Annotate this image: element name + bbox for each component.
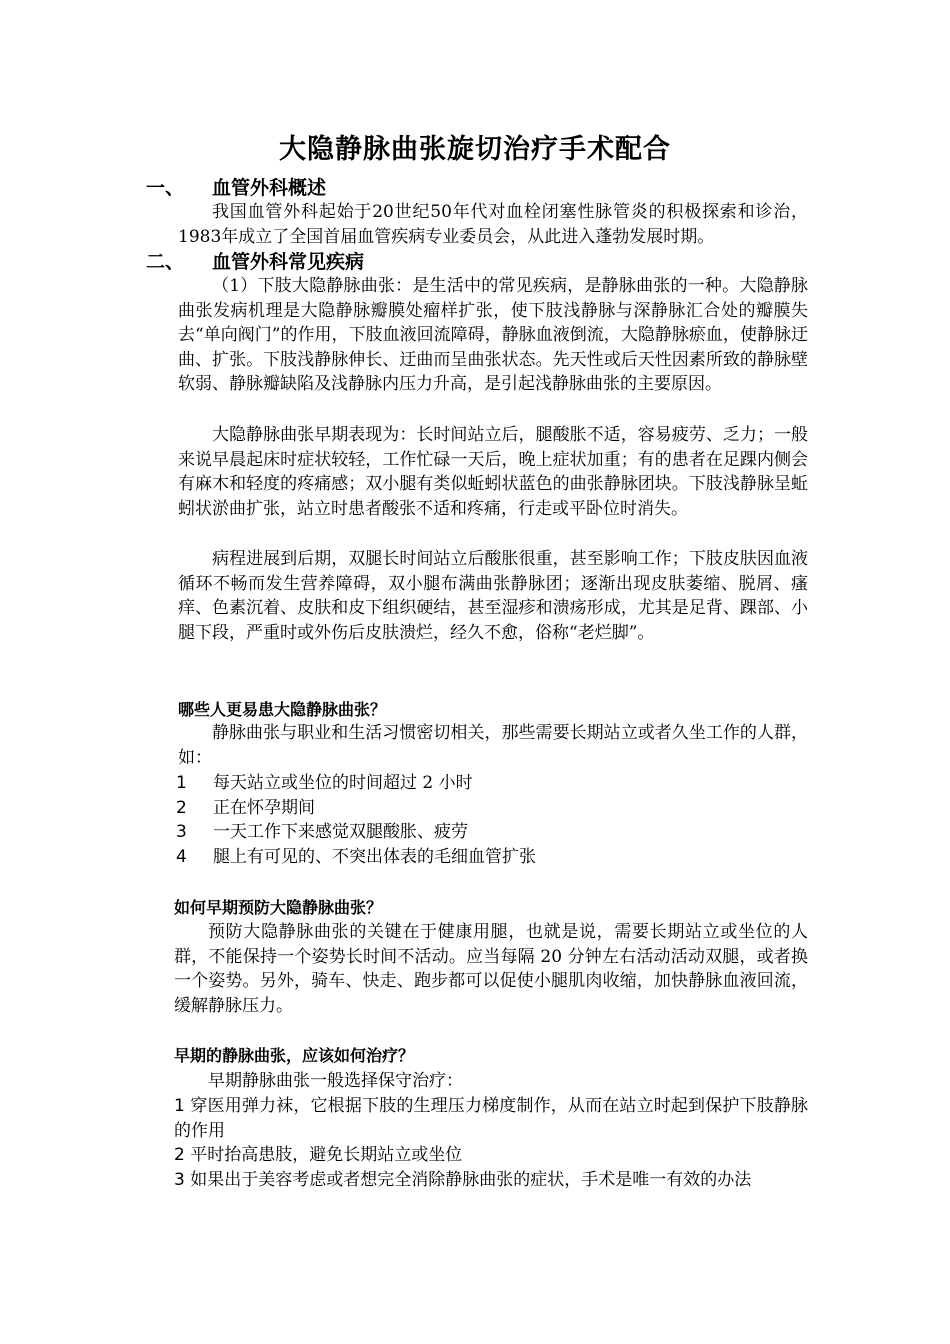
treat-item-3 [174,1168,808,1193]
list-item [176,845,536,870]
list-text: 腿上有可见的、不突出体表的毛细血管扩张 [213,846,536,867]
disease-paragraph-definition: （1）下肢大隐静脉曲张：是生活中的常见疾病，是静脉曲张的一种。大隐静脉曲张发病机理是大隐静脉瓣膜处瘤样扩张，使下肢浅静脉与深静脉汇合处的瓣膜失去“单向阀门”的作用，下肢血液回流障碍，静脉血液倒流，大隐静脉瘀血，使静脉迂曲、扩张。下肢浅静脉伸长、迂曲而呈曲张状态。先天性或后天性因素所致的静脉壁软弱、静脉瓣缺陷及浅静脉内压力升高，是引起浅静脉曲张的主要原因。 [178,276,808,395]
subheading-treat: 早期的静脉曲张，应该如何治疗？ [174,1046,415,1065]
section-heading-diseases [146,249,364,275]
subheading-prevent: 如何早期预防大隐静脉曲张？ [174,898,383,917]
who-intro-paragraph: 静脉曲张与职业和生活习惯密切相关，那些需要长期站立或者久坐工作的人群，如： [178,723,808,768]
list-item [176,820,536,845]
risk-group-list [176,771,536,869]
section-label: 血管外科常见疾病 [212,251,365,273]
section-number: 二、 [146,251,185,273]
treat-item-2 [174,1143,808,1168]
section-heading-overview [146,175,326,201]
subheading-who: 哪些人更易患大隐静脉曲张？ [178,700,387,719]
list-number: 2 [176,797,187,818]
list-number: 3 [176,822,187,843]
section-number: 一、 [146,177,185,199]
section-label: 血管外科概述 [212,177,327,199]
list-text: 穿医用弹力袜，它根据下肢的生理压力梯度制作，从而在站立时起到保护下肢静脉的作用 [174,1096,809,1141]
page-title: 大隐静脉曲张旋切治疗手术配合 [279,134,671,165]
list-text: 每天站立或坐位的时间超过 2 小时 [213,773,473,793]
list-item [176,796,536,821]
list-text: 一天工作下来感觉双腿酸胀、疲劳 [213,822,468,843]
prevent-paragraph: 预防大隐静脉曲张的关键在于健康用腿，也就是说，需要长期站立或坐位的人群，不能保持一个姿势长时间不活动。应当每隔 20 分钟左右活动活动双腿，或者换一个姿势。另外，骑车、快走、跑步都可以促使小腿肌肉收缩，加快静脉血液回流，缓解静脉压力。 [174,922,808,1016]
disease-paragraph-early-symptoms: 大隐静脉曲张早期表现为：长时间站立后，腿酸胀不适，容易疲劳、乏力；一般来说早晨起床时症状较轻，工作忙碌一天后，晚上症状加重；有的患者在足踝内侧会有麻木和轻度的疼痛感；双小腿有类似蚯蚓状蓝色的曲张静脉团块。下肢浅静脉呈蚯蚓状淤曲扩张，站立时患者酸张不适和疼痛，行走或平卧位时消失。 [178,425,808,519]
list-text: 正在怀孕期间 [213,797,315,818]
list-item [176,771,536,796]
overview-paragraph: 我国血管外科起始于20世纪50年代对血栓闭塞性脉管炎的积极探索和诊治，1983年成立了全国首届血管疾病专业委员会，从此进入蓬勃发展时期。 [178,202,808,247]
list-number: 2 [174,1145,185,1165]
list-number: 4 [176,846,187,867]
list-text: 平时抬高患肢，避免长期站立或坐位 [190,1145,463,1165]
list-number: 1 [174,1096,185,1116]
disease-paragraph-late-stage: 病程进展到后期，双腿长时间站立后酸胀很重，甚至影响工作；下肢皮肤因血液循环不畅而发生营养障碍，双小腿布满曲张静脉团；逐渐出现皮肤萎缩、脱屑、瘙痒、色素沉着、皮肤和皮下组织硬结，甚至湿疹和溃疡形成，尤其是足背、踝部、小腿下段，严重时或外伤后皮肤溃烂，经久不愈，俗称“老烂脚”。 [178,549,808,643]
treat-intro-paragraph: 早期静脉曲张一般选择保守治疗： [208,1071,463,1091]
list-number: 3 [174,1170,185,1190]
list-text: 如果出于美容考虑或者想完全消除静脉曲张的症状，手术是唯一有效的办法 [190,1170,752,1190]
treat-item-1 [174,1094,808,1143]
list-number: 1 [176,773,187,793]
